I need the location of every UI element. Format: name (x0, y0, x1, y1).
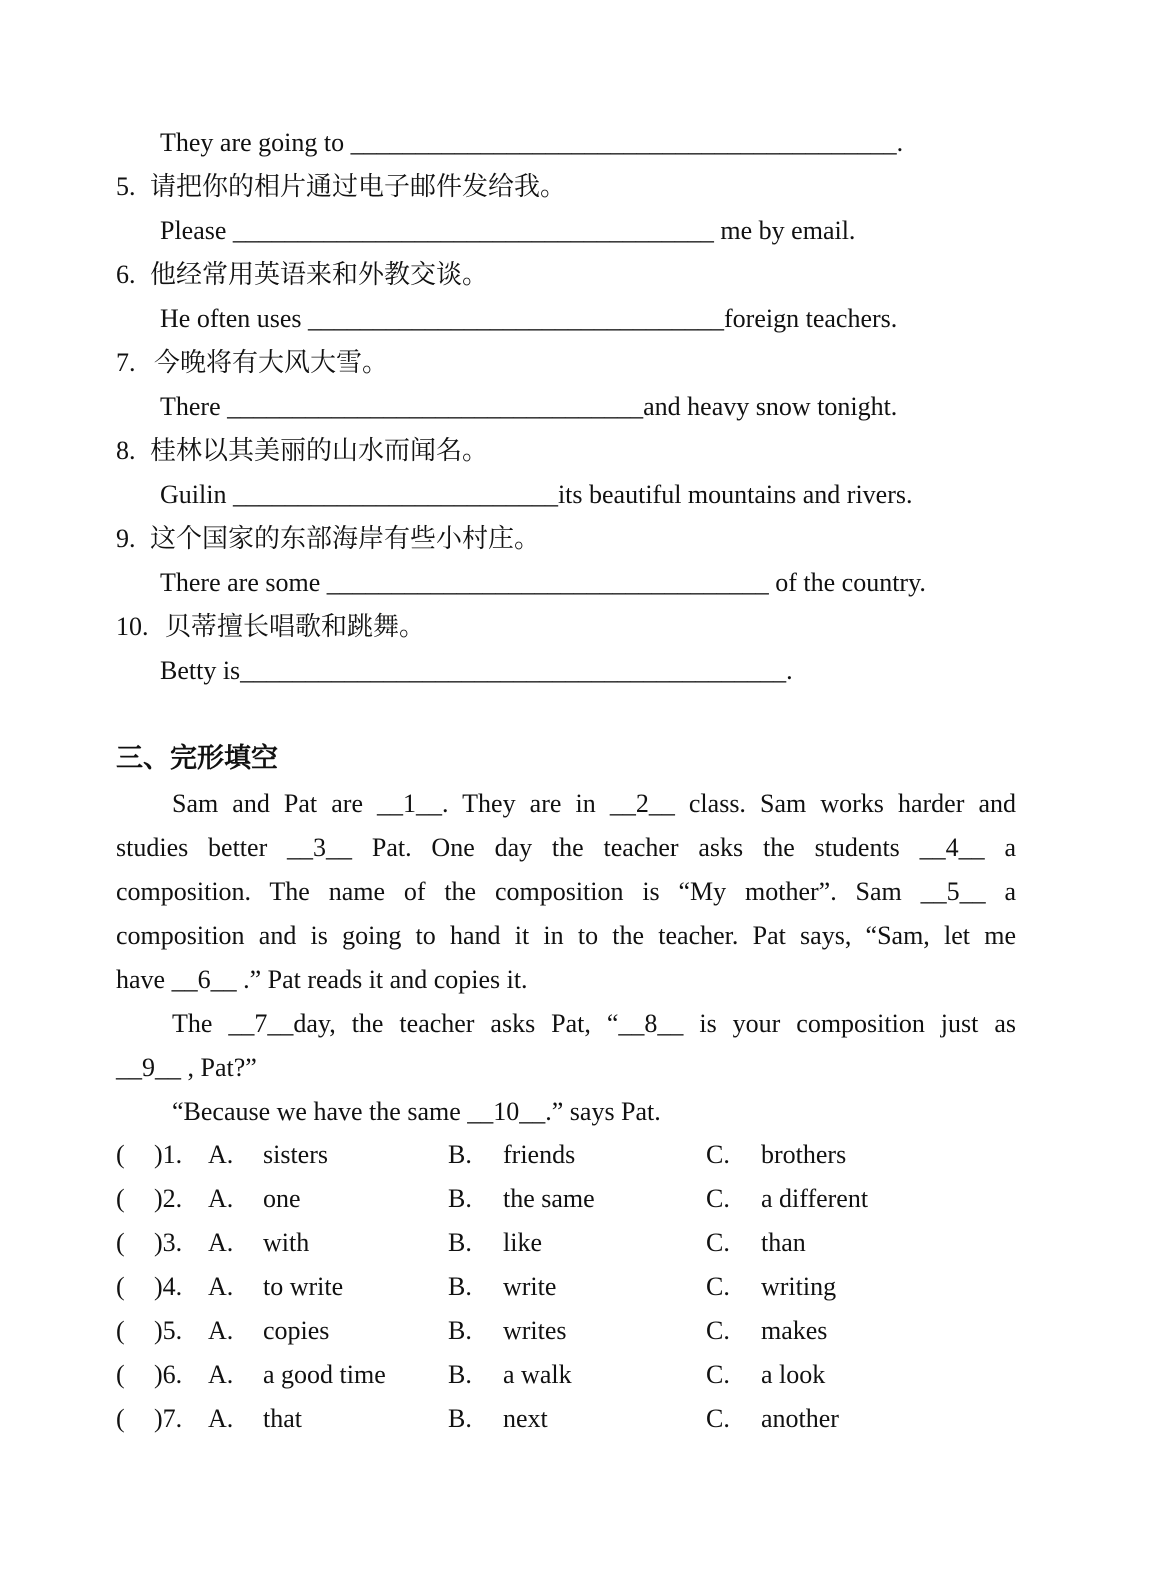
question-number: )4. (154, 1272, 183, 1301)
option-b-text: the same (503, 1184, 595, 1213)
option-c-letter: C. (706, 1360, 730, 1389)
item-6-english: He often uses ________________________________foreign teachers. (160, 304, 898, 333)
option-a-text: with (263, 1228, 310, 1257)
option-c-text: another (761, 1404, 839, 1433)
question-number: )6. (154, 1360, 183, 1389)
item-7-english: There ________________________________and heavy snow tonight. (160, 392, 898, 421)
answer-paren[interactable]: ( (116, 1404, 125, 1433)
option-a-letter: A. (208, 1272, 234, 1301)
question-number: )1. (154, 1140, 183, 1169)
option-a-letter: A. (208, 1316, 234, 1345)
question-number: )5. (154, 1316, 183, 1345)
question-number: )7. (154, 1404, 183, 1433)
item-number: 10. (116, 612, 149, 641)
cloze-paragraph-3 (116, 1090, 1016, 1134)
option-a-text: to write (263, 1272, 344, 1301)
item-8-english: Guilin _________________________its beautiful mountains and rivers. (160, 480, 913, 509)
option-b-letter: B. (448, 1272, 472, 1301)
item-6-chinese (116, 260, 488, 290)
option-c-text: than (761, 1228, 806, 1257)
item-number: 8. (116, 436, 136, 465)
item-10-chinese (116, 612, 425, 642)
item-number: 7. (116, 348, 136, 377)
option-b-text: next (503, 1404, 548, 1433)
option-c-text: a look (761, 1360, 826, 1389)
option-c-text: brothers (761, 1140, 847, 1169)
option-b-letter: B. (448, 1140, 472, 1169)
option-c-text: writing (761, 1272, 837, 1301)
option-a-letter: A. (208, 1360, 234, 1389)
option-b-letter: B. (448, 1360, 472, 1389)
answer-paren[interactable]: ( (116, 1184, 125, 1213)
option-a-text: one (263, 1184, 301, 1213)
item-chinese-text: 贝蒂擅长唱歌和跳舞。 (165, 612, 426, 641)
option-b-letter: B. (448, 1316, 472, 1345)
item-chinese-text: 这个国家的东部海岸有些小村庄。 (150, 524, 541, 553)
option-a-text: sisters (263, 1140, 328, 1169)
option-a-letter: A. (208, 1404, 234, 1433)
item-4-english: They are going to __________________________________________. (160, 128, 904, 157)
answer-paren[interactable]: ( (116, 1228, 125, 1257)
option-b-text: a walk (503, 1360, 572, 1389)
item-9-chinese (116, 524, 540, 554)
answer-paren[interactable]: ( (116, 1316, 125, 1345)
answer-paren[interactable]: ( (116, 1272, 125, 1301)
option-b-letter: B. (448, 1404, 472, 1433)
option-b-text: write (503, 1272, 557, 1301)
item-10-english: Betty is__________________________________________. (160, 656, 793, 685)
passage-line: __9__ , Pat?” (116, 1053, 257, 1082)
cloze-paragraph-2 (116, 1002, 1016, 1090)
passage-line: “Because we have the same __10__.” says Pat. (172, 1097, 661, 1126)
answer-paren[interactable]: ( (116, 1360, 125, 1389)
option-c-letter: C. (706, 1404, 730, 1433)
item-5-english: Please _____________________________________ me by email. (160, 216, 856, 245)
item-chinese-text: 请把你的相片通过电子邮件发给我。 (150, 172, 567, 201)
passage-line: have __6__ .” Pat reads it and copies it. (116, 965, 528, 994)
item-number: 6. (116, 260, 136, 289)
option-b-letter: B. (448, 1228, 472, 1257)
option-a-text: copies (263, 1316, 330, 1345)
item-chinese-text: 今晚将有大风大雪。 (154, 348, 389, 377)
item-chinese-text: 桂林以其美丽的山水而闻名。 (150, 436, 489, 465)
passage-line: The __7__day, the teacher asks Pat, “__8__ is your composition just as (172, 1009, 1016, 1038)
item-number: 5. (116, 172, 136, 201)
item-number: 9. (116, 524, 136, 553)
item-7-chinese (116, 348, 388, 378)
option-c-text: makes (761, 1316, 828, 1345)
item-chinese-text: 他经常用英语来和外教交谈。 (150, 260, 489, 289)
option-c-letter: C. (706, 1184, 730, 1213)
passage-line: Sam and Pat are __1__. They are in __2__ class. Sam works harder and (172, 789, 1016, 818)
option-c-letter: C. (706, 1228, 730, 1257)
question-number: )2. (154, 1184, 183, 1213)
option-b-text: friends (503, 1140, 576, 1169)
option-b-text: writes (503, 1316, 567, 1345)
option-a-letter: A. (208, 1184, 234, 1213)
option-a-letter: A. (208, 1140, 234, 1169)
option-c-letter: C. (706, 1272, 730, 1301)
option-b-letter: B. (448, 1184, 472, 1213)
option-a-letter: A. (208, 1228, 234, 1257)
option-c-text: a different (761, 1184, 869, 1213)
passage-line: composition. The name of the composition is “My mother”. Sam __5__ a (116, 877, 1016, 906)
item-8-chinese (116, 436, 488, 466)
option-b-text: like (503, 1228, 542, 1257)
question-number: )3. (154, 1228, 183, 1257)
option-c-letter: C. (706, 1140, 730, 1169)
option-c-letter: C. (706, 1316, 730, 1345)
answer-paren[interactable]: ( (116, 1140, 125, 1169)
item-9-english: There are some __________________________________ of the country. (160, 568, 926, 597)
option-a-text: that (263, 1404, 302, 1433)
passage-line: studies better __3__ Pat. One day the teacher asks the students __4__ a (116, 833, 1016, 862)
cloze-paragraph-1 (116, 782, 1016, 1002)
passage-line: composition and is going to hand it in to the teacher. Pat says, “Sam, let me (116, 921, 1016, 950)
option-a-text: a good time (263, 1360, 386, 1389)
item-5-chinese (116, 172, 566, 202)
section-heading: 三、完形填空 (116, 743, 278, 773)
